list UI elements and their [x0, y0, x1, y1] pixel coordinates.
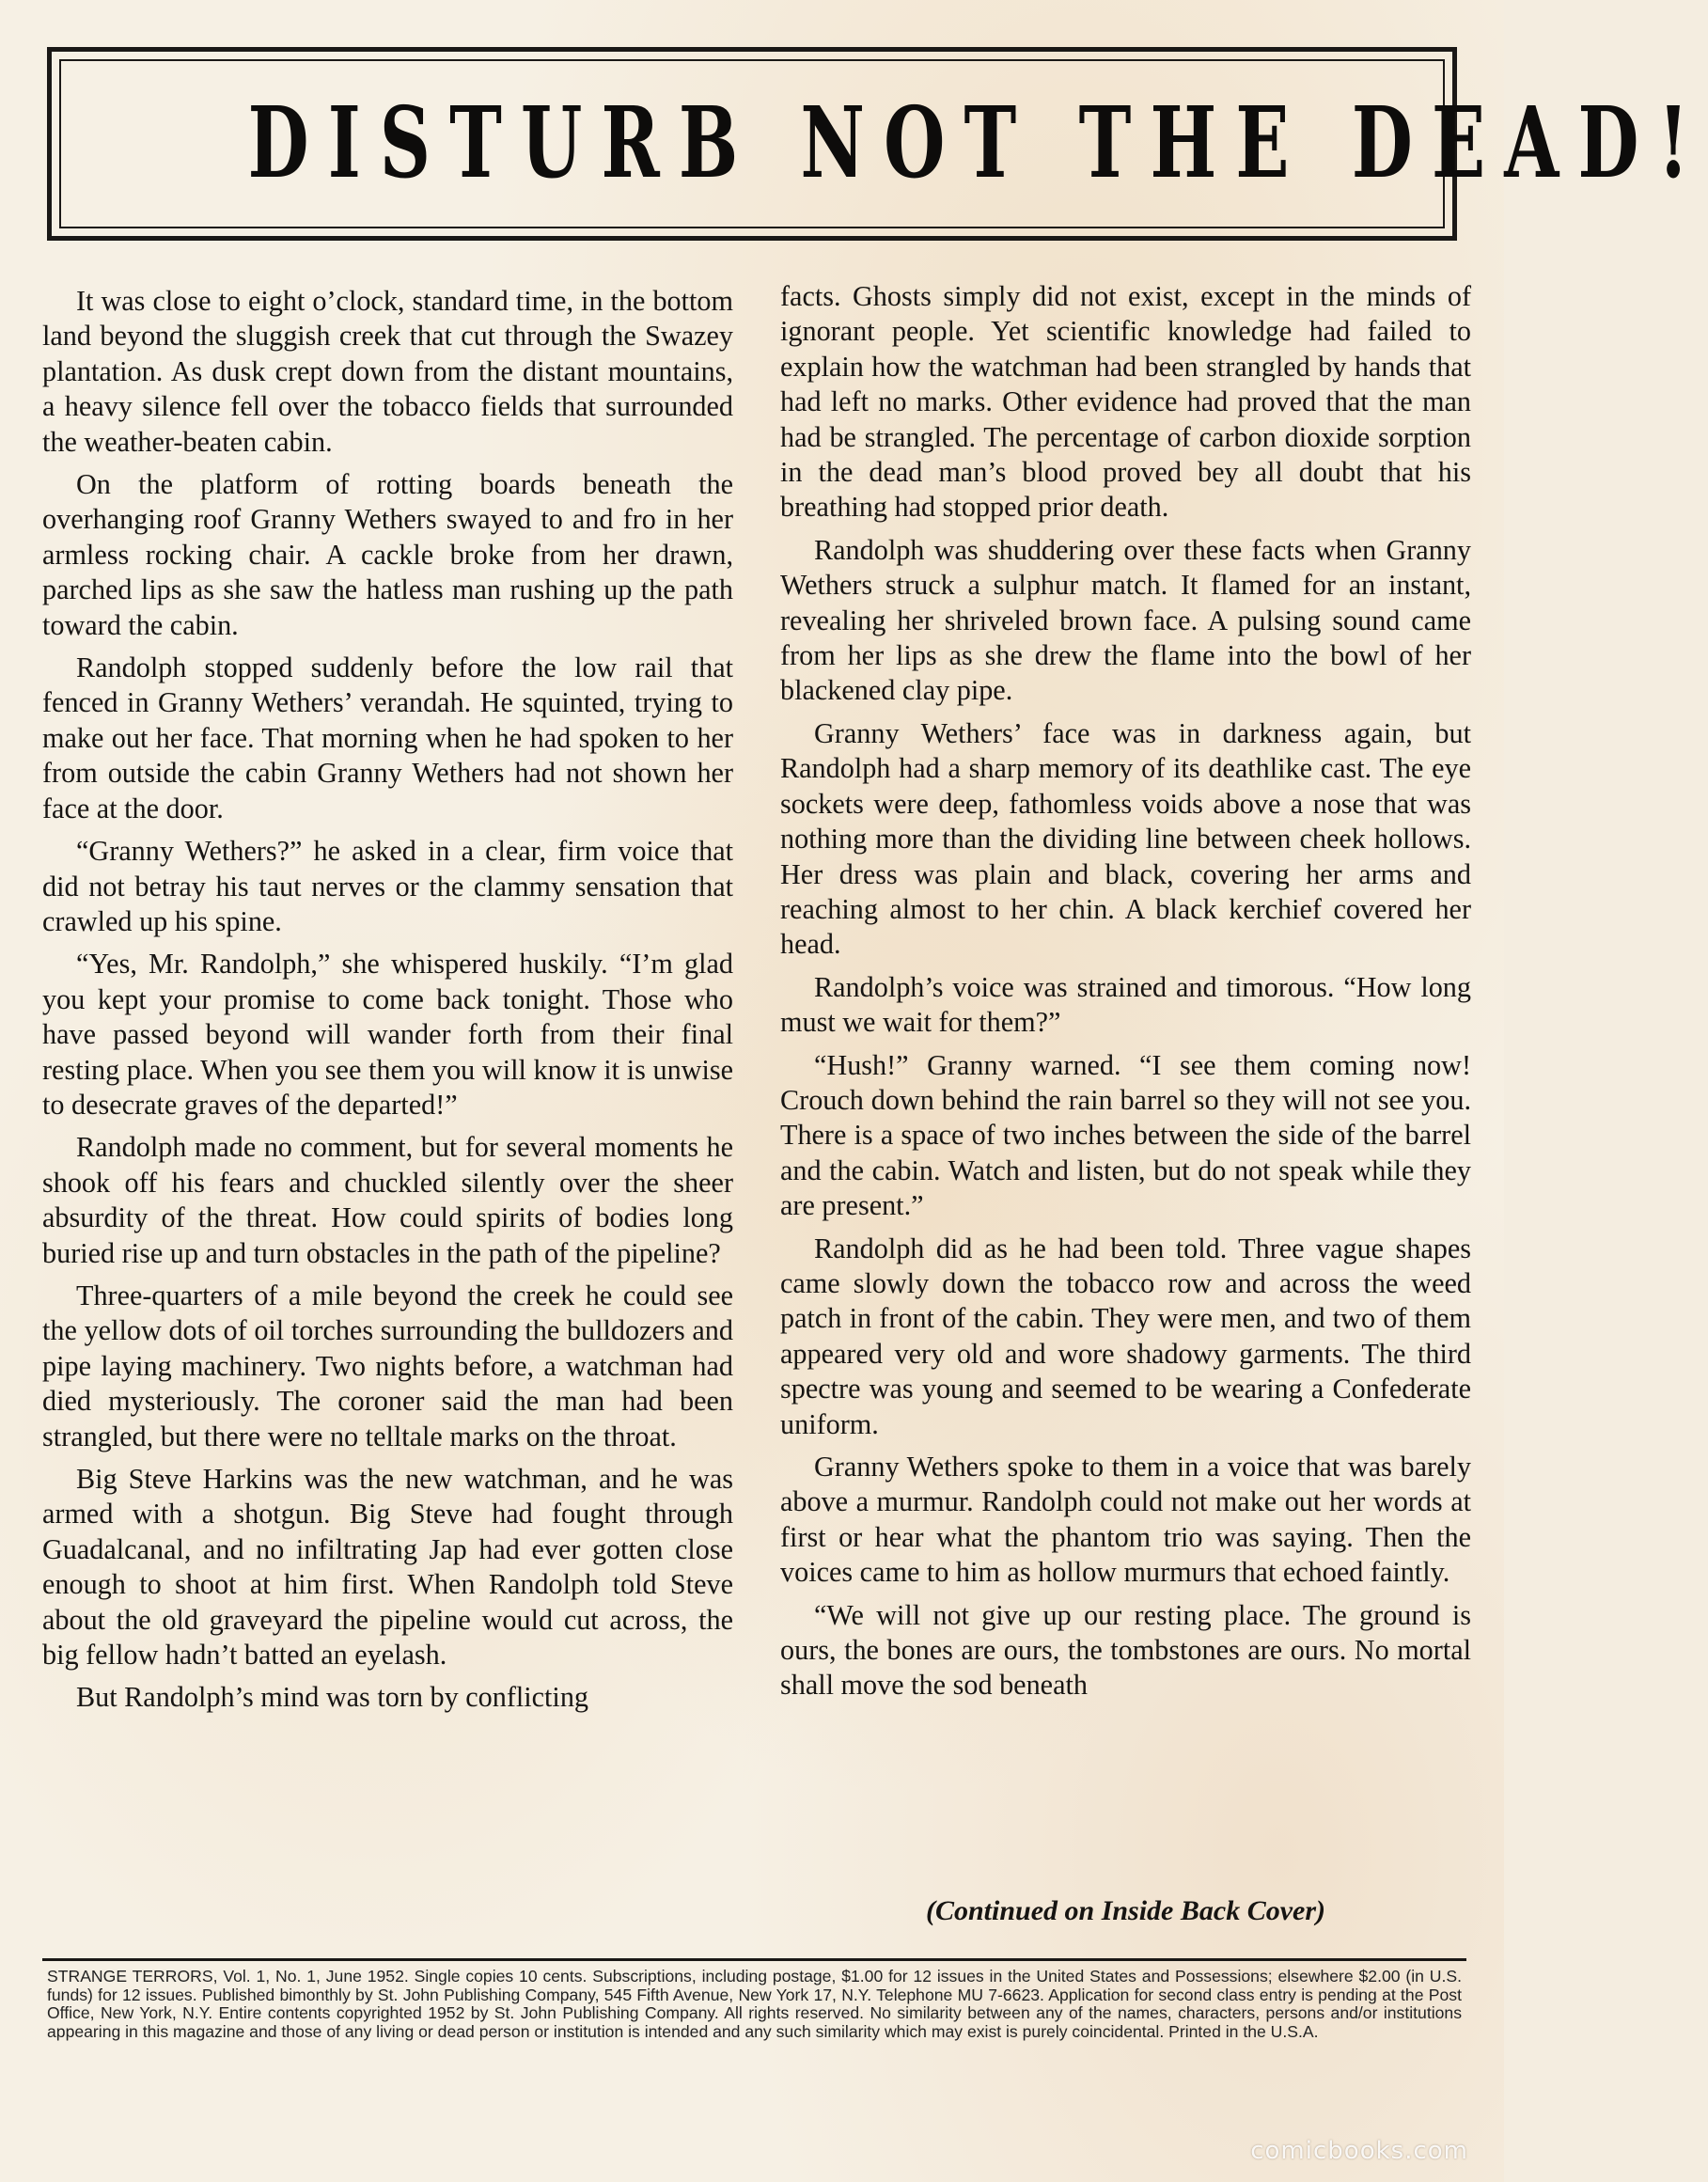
publication-indicia: STRANGE TERRORS, Vol. 1, No. 1, June 1952. Single copies 10 cents. Subscriptions, including postage, $1.00 for 12 issues in the United States and Possessions; elsewhere $2.00 (in U.S. funds) for 12 issues. Published bimonthly by St. John Publishing Company, 545 Fifth Avenue, New York 17, N.Y. Telephone MU 7-6623. Application for second class entry is pending at the Post Office, New York, N.Y. Entire contents copyrighted 1952 by St. John Publishing Company. All rights reserved. No similarity between any of the names, characters, persons and/or institutions appearing in this magazine and those of any living or dead person or institution is intended and any such similarity which may exist is purely coincidental. Printed in the U.S.A.: [47, 1967, 1462, 2041]
paragraph: Granny Wethers spoke to them in a voice that was barely above a murmur. Randolph could not make out her words at first or hear what the phantom trio was saying. Then the voices came to him as hollow murmurs that echoed faintly.: [780, 1451, 1471, 1589]
paragraph: Randolph’s voice was strained and timorous. “How long must we wait for them?”: [780, 970, 1471, 1039]
continued-note: (Continued on Inside Back Cover): [925, 1895, 1326, 1926]
watermark: comicbooks.com: [1250, 2137, 1468, 2165]
paragraph: facts. Ghosts simply did not exist, except in the minds of ignorant people. Yet scientific knowledge had failed to explain how the watchman had been strangled by hands that had left no marks. Other evidence had proved that the man had be strangled. The percentage of carbon dioxide sorption in the dead man’s blood proved bey all doubt that his breathing had stopped prior death.: [780, 280, 1471, 524]
paragraph: Randolph did as he had been told. Three vague shapes came slowly down the tobacco row and across the weed patch in front of the cabin. They were men, and two of them appeared very old and wore shadowy garments. The third spectre was young and seemed to be wearing a Confederate uniform.: [780, 1232, 1471, 1440]
paragraph: “Hush!” Granny warned. “I see them coming now! Crouch down behind the rain barrel so they will not see you. There is a space of two inches between the side of the barrel and the cabin. Watch and listen, but do not speak while they are present.”: [780, 1048, 1471, 1222]
story-title: DISTURB NOT THE DEAD!: [247, 85, 1708, 200]
title-frame: [47, 47, 1708, 241]
paragraph: Granny Wethers’ face was in darkness again, but Randolph had a sharp memory of its deathlike cast. The eye sockets were deep, fathomless voids above a nose that was nothing more than the dividing line between cheek hollows. Her dress was plain and black, covering her arms and reaching almost to her chin. A black kerchief covered her head.: [780, 716, 1471, 961]
paragraph: “We will not give up our resting place. The ground is ours, the bones are ours, the tombstones are ours. No mortal shall move the sod beneath: [780, 1598, 1471, 1702]
paragraph: “Yes, Mr. Randolph,” she whispered huskily. “I’m glad you kept your promise to come back tonight. Those who have passed beyond will wander forth from their final resting place. When you see them you will know it is unwise to desecrate graves of the departed!”: [42, 948, 733, 1121]
footer-divider: [42, 1958, 1466, 1961]
paragraph: Randolph was shuddering over these facts when Granny Wethers struck a sulphur match. It flamed for an instant, revealing her shriveled brown face. A pulsing sound came from her lips as she drew the flame into the bowl of her blackened clay pipe.: [780, 533, 1471, 707]
paragraph: Randolph made no comment, but for several moments he shook off his fears and chuckled silently over the sheer absurdity of the threat. How could spirits of bodies long buried rise up and turn obstacles in the path of the pipeline?: [42, 1131, 733, 1269]
paragraph: Randolph stopped suddenly before the low rail that fenced in Granny Wethers’ verandah. He squinted, trying to make out her face. That morning when he had spoken to her from outside the cabin Granny Wethers had not shown her face at the door.: [42, 651, 733, 824]
left-column: [42, 284, 733, 1723]
paragraph: Big Steve Harkins was the new watchman, and he was armed with a shotgun. Big Steve had fought through Guadalcanal, and no infiltrating Jap had ever gotten close enough to shoot at him first. When Randolph told Steve about the old graveyard the pipeline would cut across, the big fellow hadn’t batted an eyelash.: [42, 1463, 733, 1672]
paragraph: But Randolph’s mind was torn by conflicting: [76, 1681, 589, 1714]
paragraph: Three-quarters of a mile beyond the creek he could see the yellow dots of oil torches surrounding the bulldozers and pipe laying machinery. Two nights before, a watchman had died mysteriously. The coroner said the man had been strangled, but there were no telltale marks on the throat.: [42, 1279, 733, 1452]
paragraph: On the platform of rotting boards beneath the overhanging roof Granny Wethers swayed to and fro in her armless rocking chair. A cackle broke from her drawn, parched lips as she saw the hatless man rushing up the path toward the cabin.: [42, 468, 733, 641]
paragraph: “Granny Wethers?” he asked in a clear, firm voice that did not betray his taut nerves or the clammy sensation that crawled up his spine.: [42, 835, 733, 937]
right-column: [780, 279, 1471, 1711]
paragraph: It was close to eight o’clock, standard time, in the bottom land beyond the sluggish creek that cut through the Swazey plantation. As dusk crept down from the distant mountains, a heavy silence fell over the tobacco fields that surrounded the weather-beaten cabin.: [42, 285, 733, 458]
